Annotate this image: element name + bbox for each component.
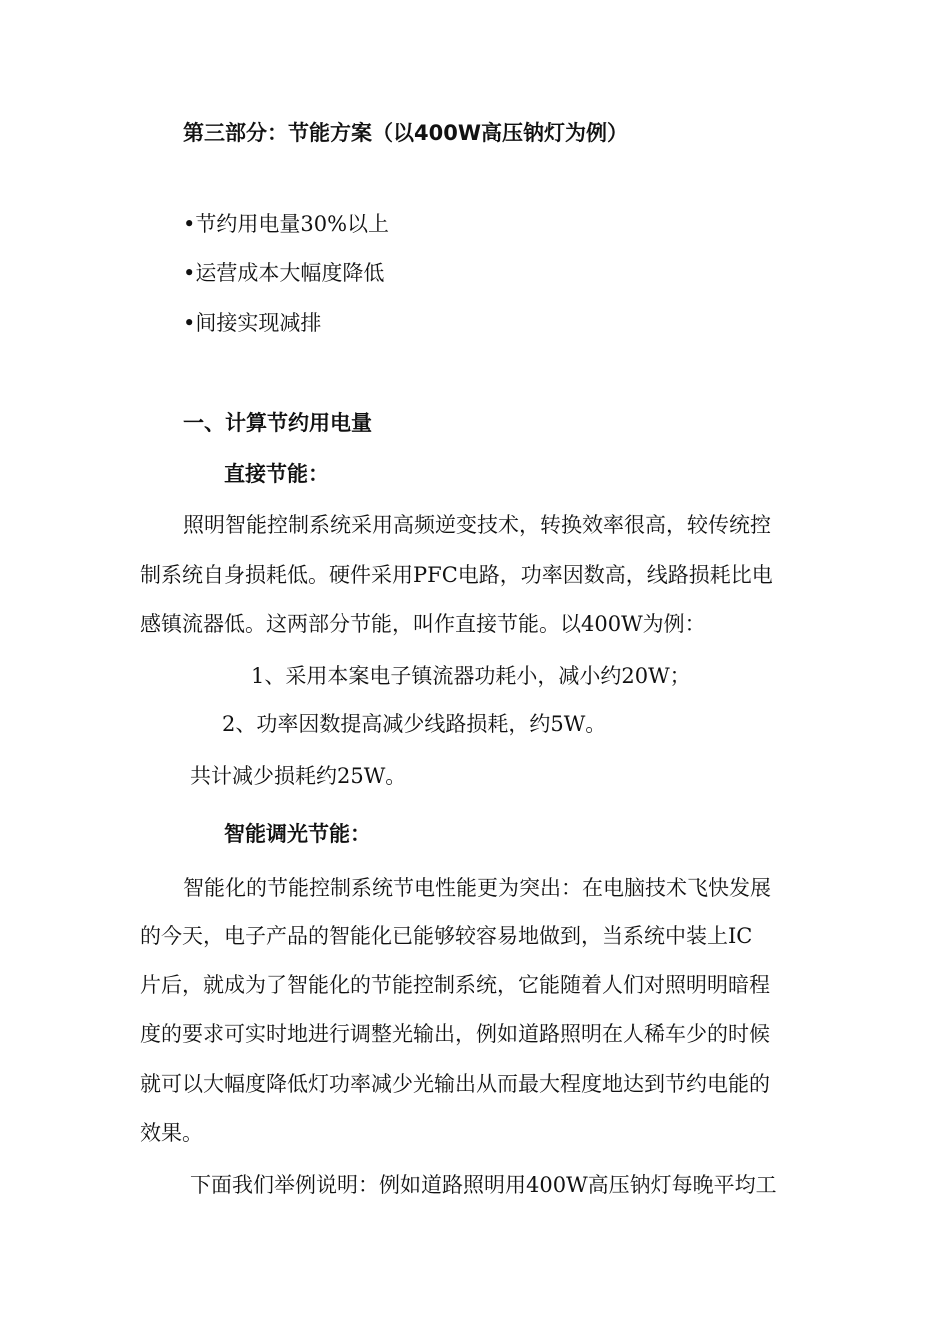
paragraph-line: 智能化的节能控制系统节电性能更为突出：在电脑技术飞快发展 (183, 876, 771, 900)
paragraph-line: 效果。 (140, 1121, 203, 1145)
total-line: 共计减少损耗约25W。 (190, 764, 407, 788)
section-title: 第三部分：节能方案（以400W高压钠灯为例） (183, 121, 628, 145)
paragraph-line: 感镇流器低。这两部分节能，叫作直接节能。以400W为例： (140, 612, 706, 636)
bullet-item: •间接实现减排 (183, 311, 322, 335)
paragraph-line: 制系统自身损耗低。硬件采用PFC电路，功率因数高，线路损耗比电 (140, 563, 773, 587)
paragraph-line: 就可以大幅度降低灯功率减少光输出从而最大程度地达到节约电能的 (140, 1072, 770, 1096)
bullet-item: •节约用电量30%以上 (183, 212, 390, 236)
paragraph-line: 照明智能控制系统采用高频逆变技术，转换效率很高，较传统控 (183, 513, 771, 537)
bullet-item: •运营成本大幅度降低 (183, 261, 385, 285)
list-item: 1、采用本案电子镇流器功耗小，减小约20W； (251, 664, 691, 688)
subheading-direct-savings: 直接节能： (224, 462, 329, 486)
list-item: 2、功率因数提高减少线路损耗，约5W。 (222, 712, 607, 736)
paragraph-line: 片后，就成为了智能化的节能控制系统，它能随着人们对照明明暗程 (140, 973, 770, 997)
subheading-smart-dimming: 智能调光节能： (224, 822, 371, 846)
paragraph-line: 度的要求可实时地进行调整光输出，例如道路照明在人稀车少的时候 (140, 1022, 770, 1046)
paragraph-line: 的今天，电子产品的智能化已能够较容易地做到，当系统中装上IC (140, 924, 753, 948)
heading-calc-savings: 一、计算节约用电量 (183, 411, 372, 435)
example-line: 下面我们举例说明：例如道路照明用400W高压钠灯每晚平均工 (190, 1173, 777, 1197)
